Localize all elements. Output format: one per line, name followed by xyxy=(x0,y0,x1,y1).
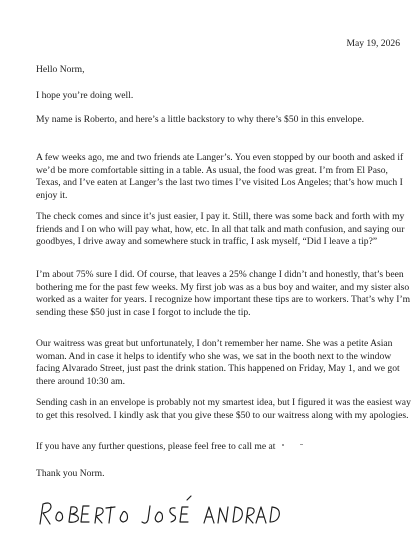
paragraph-waitress: Our waitress was great but unfortunately, I don’t remember her name. She was a petite Asian woman. And in case it helps to identify who she was, we sat in the booth next to the window facing Alvarado Street, just past the drink station. This happened on Friday, May 1, and we got there around 10:30 am. xyxy=(36,338,400,387)
handwritten-signature xyxy=(34,490,284,530)
paragraph-check: The check comes and since it’s just easier, I pay it. Still, there was some back and forth with my friends and I on who will pay what, how, etc. In all that talk and math confusion, and saying our goodbyes, I drive away and somewhere stuck in traffic, I ask myself, “Did I leave a tip?” xyxy=(36,211,405,248)
letter-greeting: Hello Norm, xyxy=(36,64,85,75)
paragraph-langers-visit: A few weeks ago, me and two friends ate Langer’s. You even stopped by our booth and asked if we’d be more comfortable sitting in a table. As usual, the food was great. I’m from El Paso, Texas, and I’ve eaten at Langer’s the last two times I’ve visited Los Angeles; that’s how much I enjoy it. xyxy=(36,152,404,201)
paragraph-wellbeing: I hope you’re doing well. xyxy=(36,90,134,101)
letter-closing: Thank you Norm. xyxy=(36,468,105,479)
paragraph-tip-uncertainty: I’m about 75% sure I did. Of course, that leaves a 25% change I didn’t and honestly, that’s been bothering me for the past few weeks. My first job was as a bus boy and waiter, and my sister also worked as a waiter for years. I recognize how important these tips are to workers. That’s why I’m sending these $50 just in case I forgot to include the tip. xyxy=(36,269,411,318)
paragraph-cash-envelope: Sending cash in an envelope is probably not my smartest idea, but I figured it was the easiest way to get this resolved. I kindly ask that you give these $50 to our waitress along with my apologies. xyxy=(36,397,411,421)
signature-text: ROBERTO JOSÉ ANDRADE xyxy=(34,490,47,491)
questions-text: If you have any further questions, please feel free to call me at xyxy=(36,441,276,452)
paragraph-backstory: My name is Roberto, and here’s a little backstory to why there’s $50 in this envelope. xyxy=(36,114,364,125)
redacted-phone-number xyxy=(278,441,312,450)
letter-date: May 19, 2026 xyxy=(346,38,400,49)
paragraph-questions xyxy=(36,441,411,454)
